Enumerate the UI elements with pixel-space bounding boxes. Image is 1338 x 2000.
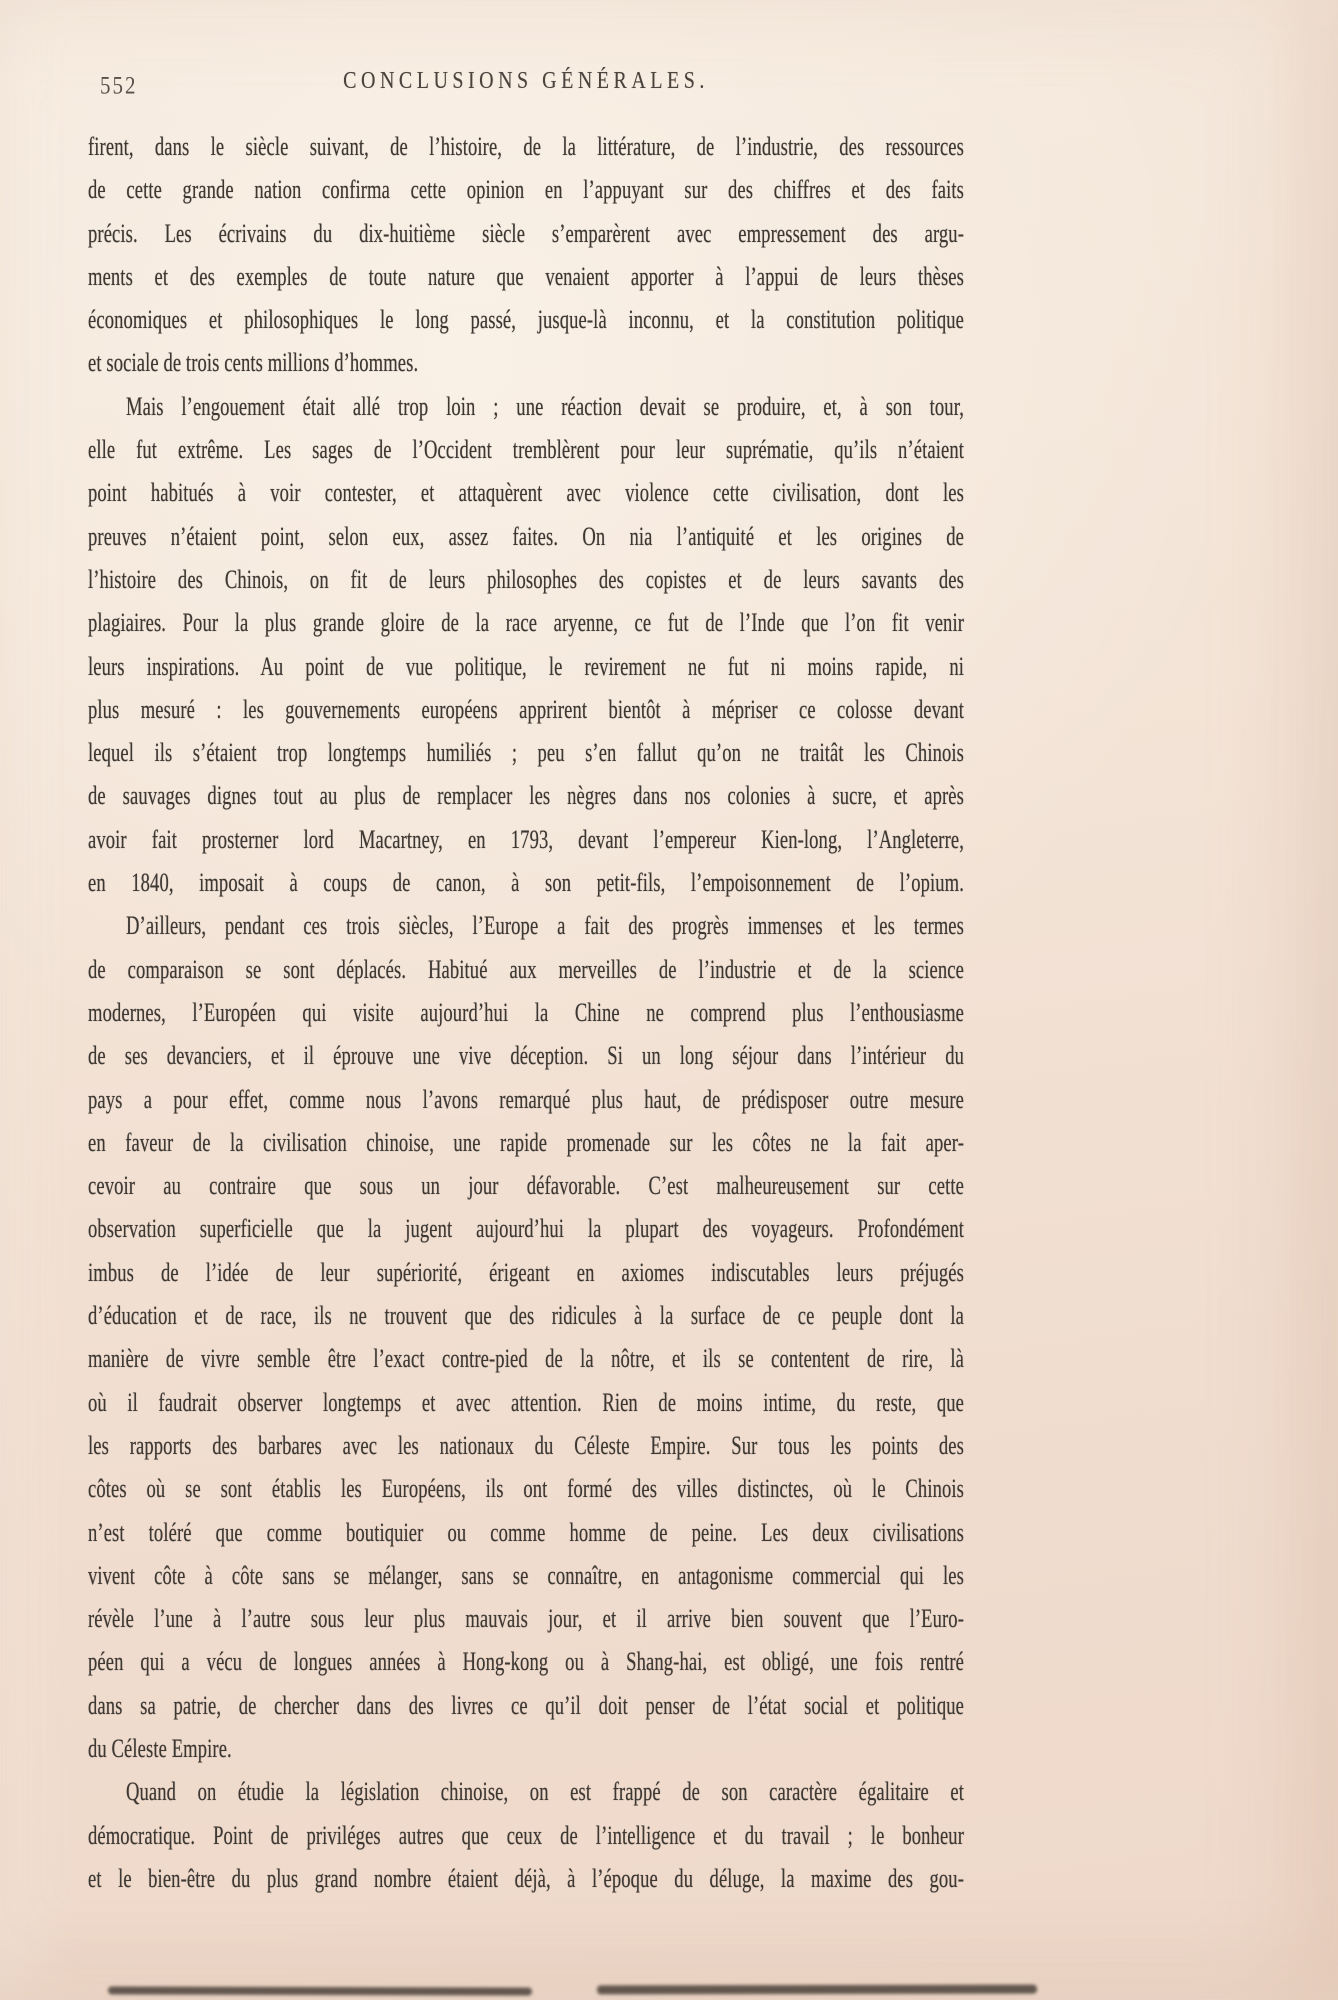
text-block (88, 126, 964, 1901)
text-line: Quand on étudie la législation chinoise, on est frappé de son caractère égalitaire et (126, 1778, 964, 1808)
text-line: d’éducation et de race, ils ne trouvent que des ridicules à la surface de ce peuple dont la (88, 1301, 964, 1332)
text-line: plagiaires. Pour la plus grande gloire de la race aryenne, ce fut de l’Inde que l’on fit venir (88, 609, 964, 639)
text-line: de cette grande nation confirma cette opinion en l’appuyant sur des chiffres et des faits (88, 176, 964, 206)
text-line: et sociale de trois cents millions d’hommes. (88, 349, 419, 379)
text-line: en 1840, imposait à coups de canon, à son petit-fils, l’empoisonnement de l’opium. (88, 868, 964, 899)
text-line: où il faudrait observer longtemps et avec attention. Rien de moins intime, du reste, que (88, 1388, 964, 1418)
running-header (88, 67, 964, 100)
text-line: imbus de l’idée de leur supériorité, érigeant en axiomes indiscutables leurs préjugés (88, 1258, 964, 1288)
text-line: vivent côte à côte sans se mélanger, sans se connaître, en antagonisme commercial qui les (88, 1561, 964, 1591)
text-line: pays a pour effet, comme nous l’avons remarqué plus haut, de prédisposer outre mesure (88, 1085, 964, 1115)
text-line: manière de vivre semble être l’exact contre-pied de la nôtre, et ils se contentent de rire, là (88, 1345, 964, 1375)
text-line: dans sa patrie, de chercher dans des livres ce qu’il doit penser de l’état social et politique (88, 1691, 964, 1721)
text-line: modernes, l’Européen qui visite aujourd’hui la Chine ne comprend plus l’enthousiasme (88, 998, 964, 1029)
text-line: n’est toléré que comme boutiquier ou comme homme de peine. Les deux civilisations (88, 1518, 964, 1548)
text-line: point habitués à voir contester, et attaquèrent avec violence cette civilisation, dont les (88, 479, 964, 509)
text-line: preuves n’étaient point, selon eux, assez faites. On nia l’antiquité et les origines de (88, 522, 964, 552)
running-title: CONCLUSIONS GÉNÉRALES. (343, 67, 709, 95)
text-line: lequel ils s’étaient trop longtemps humiliés ; peu s’en fallut qu’on ne traitât les Chinois (88, 738, 964, 769)
text-line: et le bien-être du plus grand nombre étaient déjà, à l’époque du déluge, la maxime des gou- (88, 1864, 964, 1895)
scan-edge-artifact (108, 1986, 532, 1995)
text-line: de comparaison se sont déplacés. Habitué aux merveilles de l’industrie et de la science (88, 955, 964, 985)
scan-edge-artifact (597, 1985, 1037, 1995)
text-line: l’histoire des Chinois, on fit de leurs philosophes des copistes et de leurs savants des (88, 565, 964, 596)
text-line: péen qui a vécu de longues années à Hong-kong ou à Shang-hai, est obligé, une fois rentré (88, 1648, 964, 1678)
text-line: observation superficielle que la jugent aujourd’hui la plupart des voyageurs. Profondément (88, 1215, 964, 1245)
text-line: cevoir au contraire que sous un jour défavorable. C’est malheureusement sur cette (88, 1171, 964, 1202)
text-line: avoir fait prosterner lord Macartney, en 1793, devant l’empereur Kien-long, l’Angleterre, (88, 825, 964, 855)
text-line: du Céleste Empire. (88, 1734, 232, 1765)
text-line: plus mesuré : les gouvernements européens apprirent bientôt à mépriser ce colosse devant (88, 695, 964, 725)
text-line: firent, dans le siècle suivant, de l’histoire, de la littérature, de l’industrie, des ressources (88, 132, 964, 163)
text-line: économiques et philosophiques le long passé, jusque-là inconnu, et la constitution politique (88, 305, 964, 336)
text-line: démocratique. Point de priviléges autres que ceux de l’intelligence et du travail ; le bonheur (88, 1821, 964, 1851)
page-number: 552 (100, 70, 138, 100)
text-line: leurs inspirations. Au point de vue politique, le revirement ne fut ni moins rapide, ni (88, 652, 964, 682)
text-line: de ses devanciers, et il éprouve une vive déception. Si un long séjour dans l’intérieur du (88, 1041, 964, 1072)
text-line: de sauvages dignes tout au plus de remplacer les nègres dans nos colonies à sucre, et après (88, 782, 964, 812)
text-line: en faveur de la civilisation chinoise, une rapide promenade sur les côtes ne la fait aper- (88, 1128, 964, 1158)
text-line: D’ailleurs, pendant ces trois siècles, l’Europe a fait des progrès immenses et les termes (126, 912, 964, 942)
text-line: Mais l’engouement était allé trop loin ; une réaction devait se produire, et, à son tour, (126, 392, 964, 422)
text-line: les rapports des barbares avec les nationaux du Céleste Empire. Sur tous les points des (88, 1431, 964, 1462)
text-line: précis. Les écrivains du dix-huitième siècle s’emparèrent avec empressement des argu- (88, 219, 964, 249)
text-line: elle fut extrême. Les sages de l’Occident tremblèrent pour leur suprématie, qu’ils n’étaient (88, 435, 964, 466)
text-line: côtes où se sont établis les Européens, ils ont formé des villes distinctes, où le Chinois (88, 1474, 964, 1505)
text-line: ments et des exemples de toute nature que venaient apporter à l’appui de leurs thèses (88, 262, 964, 293)
text-line: révèle l’une à l’autre sous leur plus mauvais jour, et il arrive bien souvent que l’Euro- (88, 1604, 964, 1635)
